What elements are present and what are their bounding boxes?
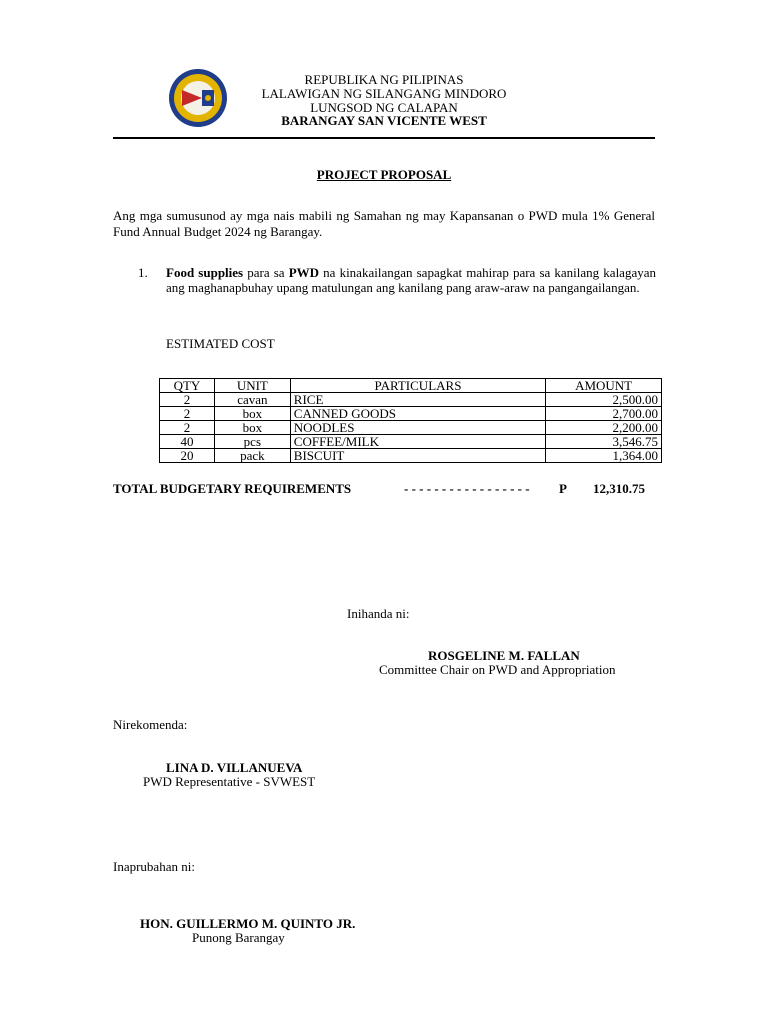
cell-amount: 3,546.75 (546, 435, 662, 449)
cell-qty: 2 (160, 393, 215, 407)
total-currency: P (559, 481, 567, 496)
total-dashes: - - - - - - - - - - - - - - - - - (404, 481, 530, 496)
cell-particulars: COFFEE/MILK (290, 435, 545, 449)
cell-qty: 20 (160, 449, 215, 463)
header-divider (113, 137, 655, 139)
approved-name: HON. GUILLERMO M. QUINTO JR. (140, 916, 356, 931)
cell-particulars: RICE (290, 393, 545, 407)
item-bold-food: Food supplies (166, 265, 244, 280)
table-header-row (160, 379, 662, 393)
item-bold-pwd: PWD (288, 265, 320, 280)
cell-particulars: NOODLES (290, 421, 545, 435)
cell-amount: 2,500.00 (546, 393, 662, 407)
item-number: 1. (138, 265, 148, 280)
cell-unit: cavan (214, 393, 290, 407)
total-value: 12,310.75 (593, 481, 645, 496)
recommended-name: LINA D. VILLANUEVA (166, 760, 303, 775)
document-title: PROJECT PROPOSAL (316, 167, 452, 182)
cost-table (159, 378, 662, 463)
cell-amount: 1,364.00 (546, 449, 662, 463)
cell-particulars: CANNED GOODS (290, 407, 545, 421)
estimated-cost-label: ESTIMATED COST (166, 336, 275, 351)
table-row (160, 449, 662, 463)
cell-qty: 40 (160, 435, 215, 449)
item-text-2: na kinakailangan sapagkat mahirap para sa kanilang kalagayan ang maghanapbuhay upang matulungan ang kanilang pang araw-araw na pangangailangan. (166, 265, 656, 295)
table-row (160, 407, 662, 421)
recommended-label: Nirekomenda: (113, 717, 188, 732)
header-city: LUNGSOD NG CALAPAN (310, 100, 458, 115)
total-label: TOTAL BUDGETARY REQUIREMENTS (113, 481, 352, 496)
approved-role: Punong Barangay (192, 930, 285, 945)
prepared-label: Inihanda ni: (347, 606, 410, 621)
cell-amount: 2,200.00 (546, 421, 662, 435)
header-particulars: PARTICULARS (290, 379, 545, 393)
table-row (160, 393, 662, 407)
prepared-name: ROSGELINE M. FALLAN (428, 648, 580, 663)
intro-paragraph: Ang mga sumusunod ay mga nais mabili ng Samahan ng may Kapansanan o PWD mula 1% General Fund Annual Budget 2024 ng Barangay. (113, 208, 655, 239)
table-row (160, 421, 662, 435)
approved-label: Inaprubahan ni: (113, 859, 195, 874)
recommended-role: PWD Representative - SVWEST (143, 774, 316, 789)
item-description (166, 265, 656, 295)
cell-unit: box (214, 421, 290, 435)
header-unit: UNIT (214, 379, 290, 393)
header-republic: REPUBLIKA NG PILIPINAS (304, 72, 464, 87)
cell-unit: box (214, 407, 290, 421)
table-row (160, 435, 662, 449)
header-qty: QTY (160, 379, 215, 393)
cell-particulars: BISCUIT (290, 449, 545, 463)
header-province: LALAWIGAN NG SILANGANG MINDORO (261, 86, 507, 101)
item-text-1: para sa (243, 265, 289, 280)
cell-amount: 2,700.00 (546, 407, 662, 421)
header-barangay: BARANGAY SAN VICENTE WEST (281, 113, 487, 128)
header-amount: AMOUNT (546, 379, 662, 393)
prepared-role: Committee Chair on PWD and Appropriation (379, 662, 616, 677)
cell-qty: 2 (160, 421, 215, 435)
cell-unit: pack (214, 449, 290, 463)
cell-unit: pcs (214, 435, 290, 449)
cell-qty: 2 (160, 407, 215, 421)
